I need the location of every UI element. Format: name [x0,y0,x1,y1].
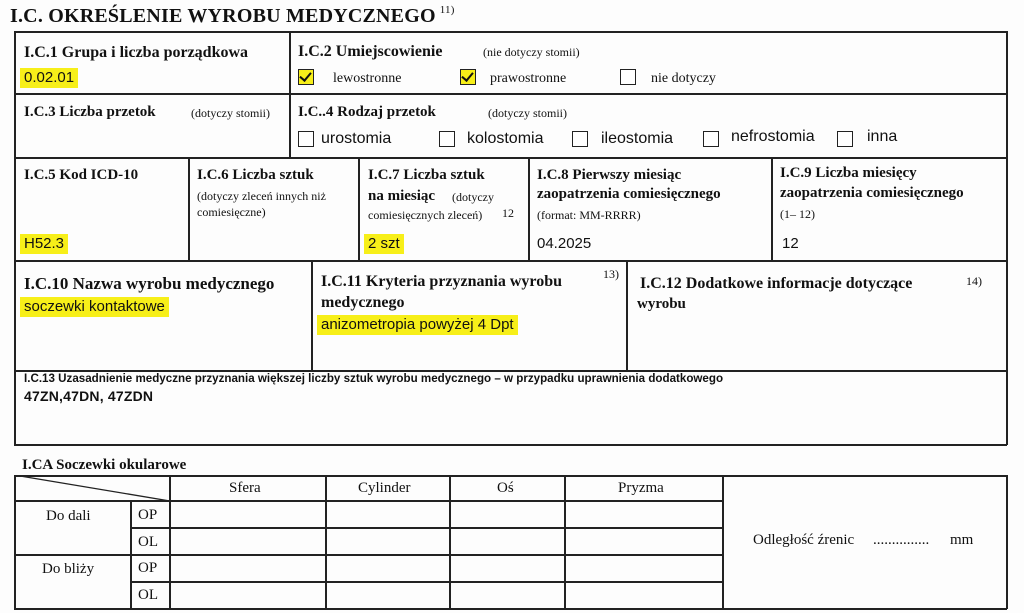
ic2-checkbox-prawostronne[interactable] [460,69,476,85]
ic4-option-nefrostomia: nefrostomia [731,128,815,145]
ic11-value: anizometropia powyżej 4 Dpt [317,315,518,335]
ica-pd-label: Odległość źrenic [753,532,855,548]
ic13-right [1006,370,1008,445]
row2-bottom [14,157,1007,159]
ica-cell-dali-op-cylinder[interactable] [327,502,448,526]
ic12-label-line1: I.C.12 Dodatkowe informacje dotyczące [640,275,913,292]
ica-col-header-pryzma: Pryzma [618,480,664,496]
ic4-checkbox-inna[interactable] [837,131,853,147]
ic4-checkbox-ileostomia[interactable] [572,131,588,147]
ic1-value: 0.02.01 [20,68,78,88]
col-divider-5-6 [188,157,190,261]
ica-col-header-sfera: Sfera [229,480,261,496]
ic2-option-prawostronne: prawostronne [490,71,567,86]
ic3-note: (dotyczy stomii) [191,106,270,120]
col-divider-11-12 [626,260,628,371]
ica-col-header-cylinder: Cylinder [358,480,411,496]
ic2-note: (nie dotyczy stomii) [483,45,580,59]
ica-row-group-do-dali: Do dali [46,508,91,524]
ic6-note-line1: (dotyczy zleceń innych niż [197,189,326,203]
section-title-text: I.C. OKREŚLENIE WYROBU MEDYCZNEGO [10,5,436,27]
col-divider-10-11 [311,260,313,371]
ic10-label: I.C.10 Nazwa wyrobu medycznego [24,274,275,293]
ic8-note: (format: MM-RRRR) [537,208,641,222]
section-title [10,4,455,28]
ic8-label-line1: I.C.8 Pierwszy miesiąc [537,167,682,183]
section-footnote: 11) [439,4,455,16]
ica-row-line-3 [130,581,723,583]
ica-row-eye-op-blizy: OP [138,560,158,576]
ic4-note: (dotyczy stomii) [488,106,567,120]
ica-cell-dali-op-os[interactable] [451,502,563,526]
ic7-footnote: 12 [502,206,514,220]
ic2-checkbox-nie-dotyczy[interactable] [620,69,636,85]
ica-header-diagonal [14,475,170,501]
ica-table-bottom [14,608,1007,610]
ic5-value: H52.3 [20,234,68,254]
ica-row-group-do-blizy: Do bliży [42,561,95,577]
ic7-note-line2: comiesięcznych zleceń) [368,208,483,222]
ica-pd-field[interactable]: ............... [873,532,930,548]
ic9-label-line1: I.C.9 Liczba miesięcy [780,165,917,181]
ic4-option-ileostomia: ileostomia [601,130,674,147]
ica-table-right [1006,475,1008,609]
ic13-label: I.C.13 Uzasadnienie medyczne przyznania większej liczby sztuk wyrobu medycznego – w przypadku uprawnienia dodatkowego [24,372,724,385]
ic1-label: I.C.1 Grupa i liczba porządkowa [24,44,249,61]
col-divider-8-9 [771,157,773,261]
ica-pd-unit: mm [950,532,974,548]
ica-col-line-eye [130,500,132,609]
ic11-label-line2: medycznego [321,294,405,311]
ic4-option-kolostomia: kolostomia [467,130,544,147]
frame-right [1006,31,1008,371]
ica-label: I.CA Soczewki okularowe [22,457,187,473]
ic2-option-nie-dotyczy: nie dotyczy [651,71,716,86]
ic13-left [14,370,16,445]
ica-row-eye-ol-dali: OL [138,534,158,550]
row3-bottom [14,260,1007,262]
ic4-checkbox-kolostomia[interactable] [439,131,455,147]
ic11-footnote: 13) [603,267,619,281]
ic4-option-inna: inna [867,128,898,145]
ic12-label-line2: wyrobu [637,296,686,312]
ica-col-line-cylinder [325,475,327,609]
ic13-bottom [14,444,1007,446]
ic4-checkbox-nefrostomia[interactable] [703,131,719,147]
ic6-note-line2: comiesięczne) [197,205,266,219]
ica-row-eye-op-dali: OP [138,507,158,523]
ica-col-line-os [449,475,451,609]
ica-row-line-1 [130,527,723,529]
ic3-label: I.C.3 Liczba przetok [24,104,156,120]
ic2-option-lewostronne: lewostronne [333,71,402,86]
row1-bottom [14,93,1007,95]
ica-cell-dali-op-pryzma[interactable] [566,502,721,526]
ic7-value: 2 szt [364,234,404,254]
col-divider-r1 [289,31,291,158]
ic13-value: 47ZN,47DN, 47ZDN [24,388,154,404]
frame-left [14,31,16,371]
ic2-checkbox-lewostronne[interactable] [298,69,314,85]
ica-col-line-sfera [169,475,171,609]
ic8-label-line2: zaopatrzenia comiesięcznego [537,186,721,202]
ic7-label-line1: I.C.7 Liczba sztuk [368,167,485,183]
ica-col-line-pd [722,475,724,609]
ic10-value: soczewki kontaktowe [20,297,169,317]
ic5-label: I.C.5 Kod ICD-10 [24,167,139,183]
ic6-label: I.C.6 Liczba sztuk [197,167,314,183]
ic4-checkbox-urostomia[interactable] [298,131,314,147]
ic11-label-line1: I.C.11 Kryteria przyznania wyrobu [321,273,563,290]
ica-col-header-os: Oś [497,480,514,496]
ic12-footnote: 14) [966,274,982,288]
frame-top [14,31,1007,33]
ic4-label: I.C..4 Rodzaj przetok [298,104,436,120]
ica-row-line-2 [14,554,723,556]
ic9-value: 12 [782,235,799,252]
col-divider-6-7 [358,157,360,261]
ic8-value: 04.2025 [537,235,592,252]
ic9-note: (1– 12) [780,207,815,221]
ic9-label-line2: zaopatrzenia comiesięcznego [780,185,964,201]
ic4-option-urostomia: urostomia [321,130,392,147]
ica-cell-dali-op-sfera[interactable] [171,502,324,526]
ic7-label-line2: na miesiąc [368,188,436,204]
ic7-note-line1: (dotyczy [452,190,494,204]
ica-row-eye-ol-blizy: OL [138,587,158,603]
ic2-label: I.C.2 Umiejscowienie [298,43,443,60]
col-divider-7-8 [528,157,530,261]
ica-col-line-pryzma [564,475,566,609]
